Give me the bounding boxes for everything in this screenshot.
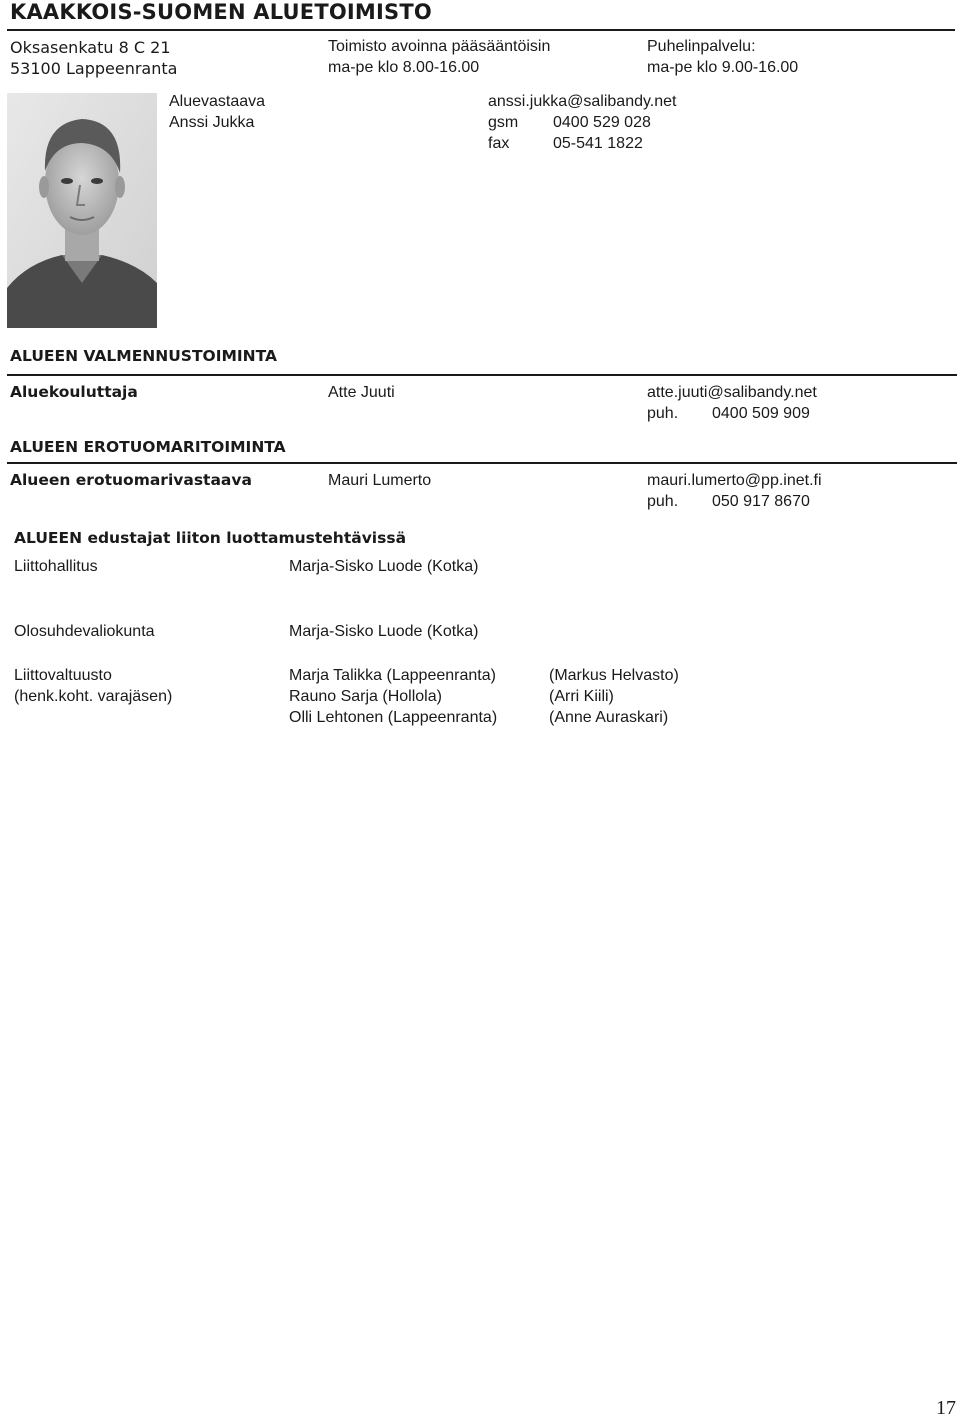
manager-email[interactable]: anssi.jukka@salibandy.net [488,93,677,110]
council-sublabel: (henk.koht. varajäsen) [14,688,173,705]
manager-role: Aluevastaava [169,93,266,110]
referee-phone: 050 917 8670 [712,493,810,510]
manager-name: Anssi Jukka [169,114,255,131]
office-hours-label: Toimisto avoinna pääsääntöisin [328,38,551,55]
council-label: Liittovaltuusto [14,667,112,684]
referee-rule [7,462,957,464]
council-member: Marja Talikka (Lappeenranta) [289,667,496,684]
address-street: Oksasenkatu 8 C 21 [10,38,171,57]
manager-gsm-label: gsm [488,114,519,131]
referee-phone-label: puh. [647,493,679,510]
board-member: Marja-Sisko Luode (Kotka) [289,558,479,575]
coaching-name: Atte Juuti [328,384,395,401]
coaching-email[interactable]: atte.juuti@salibandy.net [647,384,817,401]
coaching-heading: ALUEEN VALMENNUSTOIMINTA [10,347,278,365]
page-title: KAAKKOIS-SUOMEN ALUETOIMISTO [10,0,432,24]
trustees-heading: ALUEEN edustajat liiton luottamustehtävissä [14,529,407,547]
referee-role: Alueen erotuomarivastaava [10,471,252,489]
committee-member: Marja-Sisko Luode (Kotka) [289,623,479,640]
council-member: Olli Lehtonen (Lappeenranta) [289,709,498,726]
manager-fax-label: fax [488,135,510,152]
council-deputy: (Anne Auraskari) [549,709,669,726]
address-postal: 53100 Lappeenranta [10,59,178,78]
board-label: Liittohallitus [14,558,98,575]
council-deputy: (Arri Kiili) [549,688,614,705]
page-number: 17 [936,1397,956,1419]
council-member: Rauno Sarja (Hollola) [289,688,442,705]
phone-service-label: Puhelinpalvelu: [647,38,756,55]
referee-email[interactable]: mauri.lumerto@pp.inet.fi [647,472,822,489]
council-deputy: (Markus Helvasto) [549,667,679,684]
manager-gsm: 0400 529 028 [553,114,651,131]
referee-heading: ALUEEN EROTUOMARITOIMINTA [10,438,286,456]
title-rule [7,29,955,31]
manager-fax: 05-541 1822 [553,135,643,152]
phone-service-hours: ma-pe klo 9.00-16.00 [647,59,799,76]
coaching-phone-label: puh. [647,405,679,422]
committee-label: Olosuhdevaliokunta [14,623,155,640]
manager-photo [7,93,157,328]
coaching-role: Aluekouluttaja [10,383,138,401]
coaching-rule [7,374,957,376]
referee-name: Mauri Lumerto [328,472,432,489]
office-hours: ma-pe klo 8.00-16.00 [328,59,480,76]
coaching-phone: 0400 509 909 [712,405,810,422]
